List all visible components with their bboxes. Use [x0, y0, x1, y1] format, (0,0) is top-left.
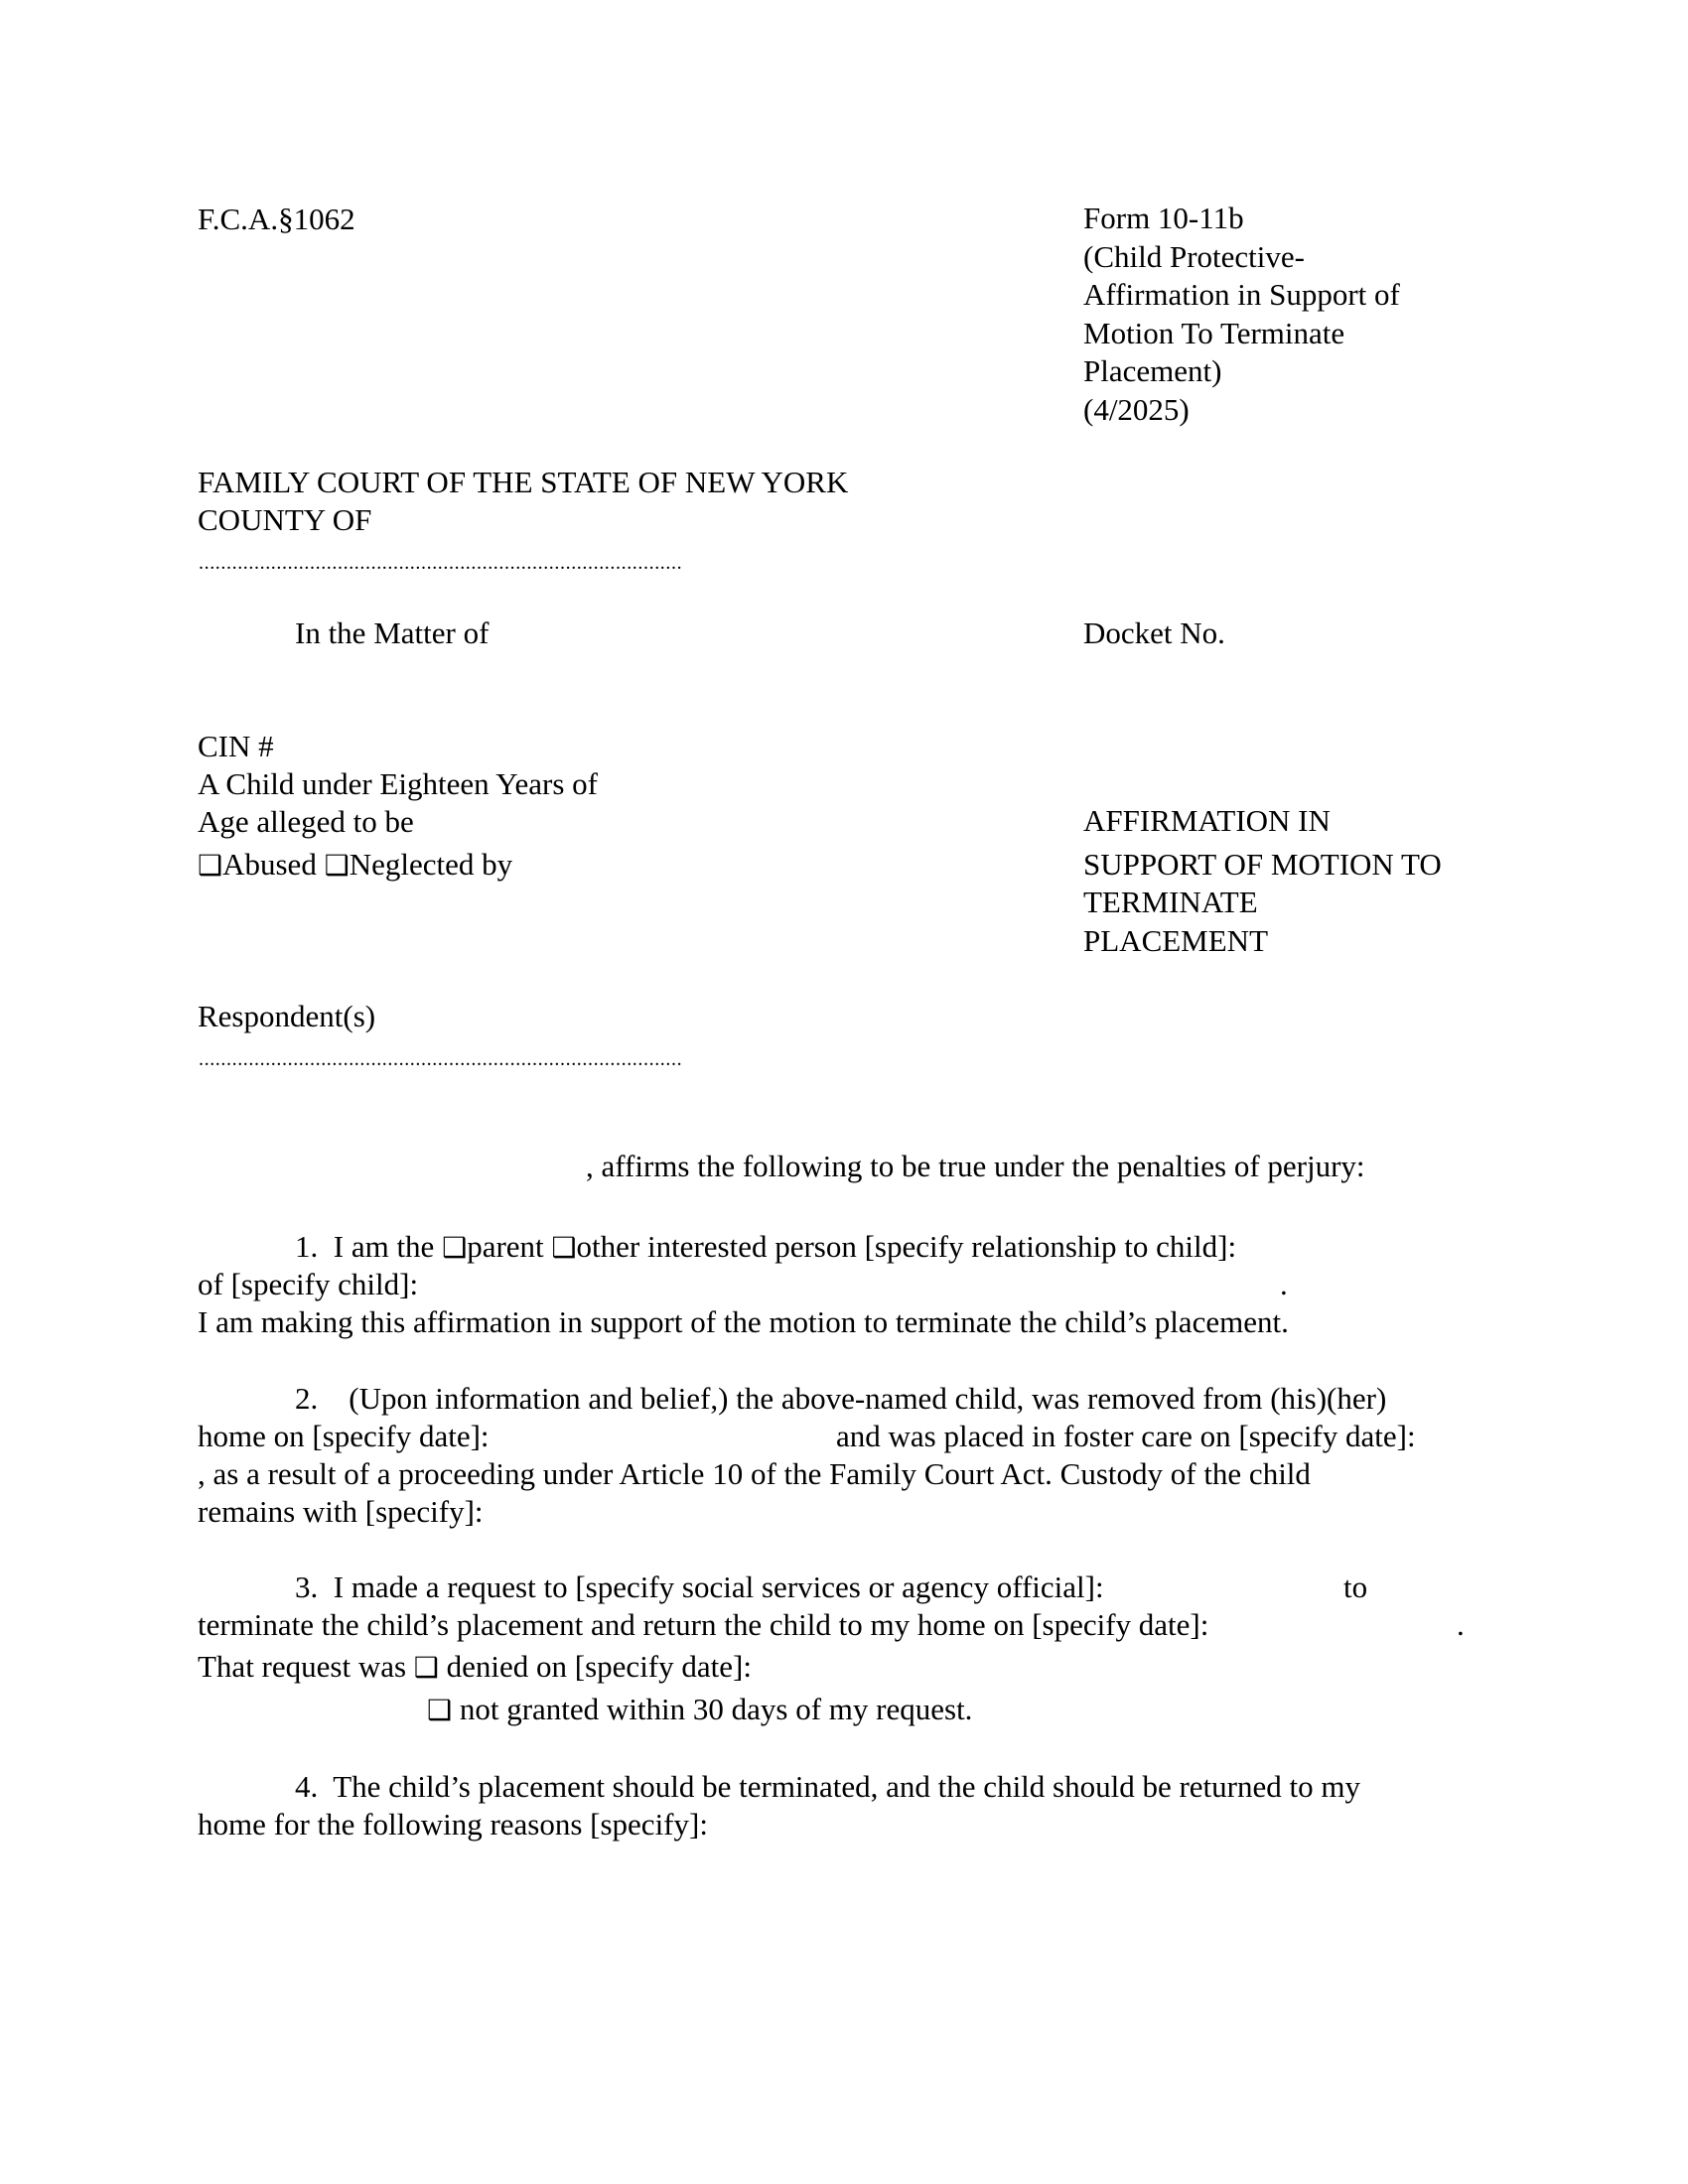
form-line: Placement)	[1083, 353, 1222, 388]
paragraph-4-line-1: 4. The child’s placement should be terminated, and the child should be returned to my	[295, 1769, 1360, 1804]
paragraph-3-line-1: 3. I made a request to [specify social services or agency official]:	[295, 1570, 1104, 1604]
paragraph-2-line-1: 2. (Upon information and belief,) the above-named child, was removed from (his)(her)	[295, 1381, 1387, 1416]
period: .	[1280, 1267, 1288, 1301]
not-granted-checkbox[interactable]: ❑	[427, 1696, 453, 1726]
form-line: Motion To Terminate	[1083, 315, 1345, 350]
period: .	[1457, 1607, 1465, 1642]
form-line: (Child Protective-	[1083, 238, 1305, 274]
title-line: SUPPORT OF MOTION TO	[1083, 846, 1442, 882]
form-identifier	[1083, 200, 1400, 429]
paragraph-1-line-1: 1. I am the ❑parent ❑other interested person [specify relationship to child]:	[295, 1229, 1237, 1264]
paragraph-4-line-2: home for the following reasons [specify]:	[198, 1807, 708, 1842]
child-description: Age alleged to be	[198, 804, 414, 839]
neglected-label: Neglected by	[349, 847, 513, 882]
title-line: PLACEMENT	[1083, 922, 1268, 958]
paragraph-2-line-2a: home on [specify date]:	[198, 1419, 490, 1453]
paragraph-1-line-2: of [specify child]:	[198, 1267, 419, 1301]
statute-reference: F.C.A.§1062	[198, 202, 355, 236]
denied-checkbox[interactable]: ❑	[413, 1653, 439, 1684]
neglected-checkbox[interactable]: ❑	[324, 851, 350, 882]
title-line: AFFIRMATION IN	[1083, 803, 1331, 838]
paragraph-3-line-4: ❑ not granted within 30 days of my request.	[427, 1692, 973, 1726]
paragraph-2-line-3: , as a result of a proceeding under Article 10 of the Family Court Act. Custody of the child	[198, 1456, 1311, 1491]
court-name: FAMILY COURT OF THE STATE OF NEW YORK	[198, 465, 849, 499]
child-description: A Child under Eighteen Years of	[198, 766, 598, 801]
separator-line: .......................................................................................	[199, 1048, 683, 1070]
affirmation-intro: , affirms the following to be true under the penalties of perjury:	[586, 1149, 1365, 1183]
paragraph-3-line-2: terminate the child’s placement and return the child to my home on [specify date]:	[198, 1607, 1209, 1642]
abused-checkbox[interactable]: ❑	[198, 851, 223, 882]
paragraph-2-line-2b: and was placed in foster care on [specify date]:	[836, 1419, 1416, 1453]
in-the-matter-of: In the Matter of	[295, 615, 490, 650]
docket-number-label: Docket No.	[1083, 615, 1225, 650]
cin-label: CIN #	[198, 729, 274, 763]
form-line: (4/2025)	[1083, 391, 1190, 427]
respondent-label: Respondent(s)	[198, 999, 376, 1033]
title-line: TERMINATE	[1083, 885, 1258, 919]
paragraph-3-line-3: That request was ❑ denied on [specify date]:	[198, 1649, 752, 1684]
paragraph-2-line-4: remains with [specify]:	[198, 1494, 484, 1529]
document-title	[1083, 802, 1442, 960]
county-label: COUNTY OF	[198, 502, 372, 537]
paragraph-3-to: to	[1343, 1570, 1368, 1604]
paragraph-number: 4.	[295, 1769, 319, 1804]
paragraph-number: 2.	[295, 1381, 319, 1416]
other-person-checkbox[interactable]: ❑	[551, 1233, 577, 1264]
paragraph-1-line-3: I am making this affirmation in support of the motion to terminate the child’s placement.	[198, 1304, 1289, 1339]
form-line: Affirmation in Support of	[1083, 277, 1400, 312]
parent-checkbox[interactable]: ❑	[442, 1233, 468, 1264]
paragraph-number: 3.	[295, 1570, 319, 1604]
abuse-neglect-options	[198, 846, 512, 886]
separator-line: .......................................................................................	[199, 552, 683, 574]
paragraph-number: 1.	[295, 1229, 319, 1264]
abused-label: Abused	[222, 847, 317, 882]
form-line: Form 10-11b	[1083, 201, 1244, 235]
